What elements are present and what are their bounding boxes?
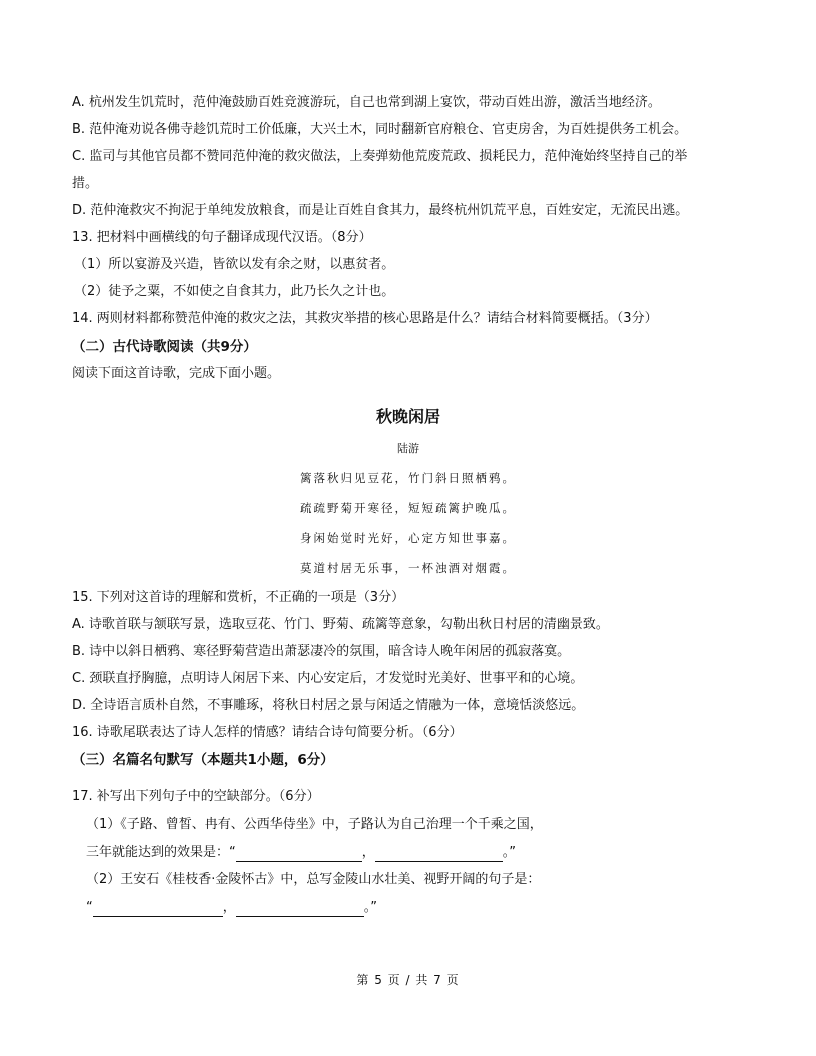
poem-line: 篱落秋归见豆花，竹门斜日照栖鸦。 [300, 471, 516, 485]
page-footer: 第 5 页 / 共 7 页 [356, 973, 460, 987]
section3-heading: （三）名篇名句默写（本题共1小题，6分） [72, 752, 334, 768]
end-quote: 。” [363, 900, 378, 915]
end-quote: 。” [502, 845, 517, 860]
poem-line: 莫道村居无乐事，一杯浊酒对烟霞。 [300, 561, 516, 575]
q17-item1-line2 [86, 844, 516, 862]
q17-item2-line2 [86, 899, 377, 917]
section2-heading: （二）古代诗歌阅读（共9分） [72, 339, 257, 355]
q17-item1-prefix: 三年就能达到的效果是：“ [86, 845, 236, 860]
q13-item-2: （2）徒予之粟，不如使之自食其力，此乃长久之计也。 [74, 284, 395, 299]
section2-instruction: 阅读下面这首诗歌，完成下面小题。 [72, 366, 281, 381]
comma: ， [361, 845, 375, 860]
q15-option-b: B. 诗中以斜日栖鸦、寒径野菊营造出萧瑟凄冷的氛围，暗含诗人晚年闲居的孤寂落寞。 [72, 644, 571, 659]
q15-option-a: A. 诗歌首联与颔联写景，选取豆花、竹门、野菊、疏篱等意象，勾勒出秋日村居的清幽景致。 [72, 617, 609, 632]
answer-blank[interactable] [236, 902, 364, 917]
q17-item1-line1: （1）《子路、曾皙、冉有、公西华侍坐》中，子路认为自己治理一个千乘之国， [86, 817, 543, 832]
answer-blank[interactable] [93, 902, 223, 917]
q15-option-d: D. 全诗语言质朴自然，不事雕琢，将秋日村居之景与闲适之情融为一体，意境恬淡悠远。 [72, 698, 585, 713]
q17-item2-prefix: “ [86, 900, 93, 915]
q16-stem: 16. 诗歌尾联表达了诗人怎样的情感？请结合诗句简要分析。（6分） [72, 725, 463, 740]
answer-blank[interactable] [236, 847, 362, 862]
poem-author: 陆游 [397, 442, 419, 455]
q13-stem: 13. 把材料中画横线的句子翻译成现代汉语。（8分） [72, 230, 372, 245]
q12-option-a: A. 杭州发生饥荒时，范仲淹鼓励百姓竞渡游玩，自己也常到湖上宴饮，带动百姓出游，激活当地经济。 [72, 95, 661, 110]
q13-item-1: （1）所以宴游及兴造，皆欲以发有余之财，以惠贫者。 [74, 257, 395, 272]
poem-title: 秋晚闲居 [375, 407, 440, 426]
comma: ， [222, 900, 236, 915]
q14-stem: 14. 两则材料都称赞范仲淹的救灾之法，其救灾举措的核心思路是什么？请结合材料简要概括。（3分） [72, 311, 658, 326]
q15-option-c: C. 颈联直抒胸臆，点明诗人闲居下来、内心安定后，才发觉时光美好、世事平和的心境。 [72, 671, 584, 686]
poem-line: 疏疏野菊开寒径，短短疏篱护晚瓜。 [300, 501, 516, 515]
q12-option-d: D. 范仲淹救灾不拘泥于单纯发放粮食，而是让百姓自食其力，最终杭州饥荒平息，百姓安定，无流民出逃。 [72, 203, 689, 218]
q12-option-b: B. 范仲淹劝说各佛寺趁饥荒时工价低廉，大兴土木，同时翻新官府粮仓、官吏房舍，为百姓提供务工机会。 [72, 122, 688, 137]
q12-option-c: C. 监司与其他官员都不赞同范仲淹的救灾做法，上奏弹劾他荒废荒政、损耗民力，范仲淹始终坚持自己的举 [72, 149, 688, 164]
poem-line: 身闲始觉时光好，心定方知世事嘉。 [300, 531, 516, 545]
q15-stem: 15. 下列对这首诗的理解和赏析，不正确的一项是（3分） [72, 590, 405, 605]
q17-stem: 17. 补写出下列句子中的空缺部分。（6分） [72, 789, 320, 804]
answer-blank[interactable] [375, 847, 503, 862]
q17-item2-line1: （2）王安石《桂枝香·金陵怀古》中，总写金陵山水壮美、视野开阔的句子是： [86, 872, 541, 887]
q12-option-c-cont: 措。 [72, 176, 99, 191]
